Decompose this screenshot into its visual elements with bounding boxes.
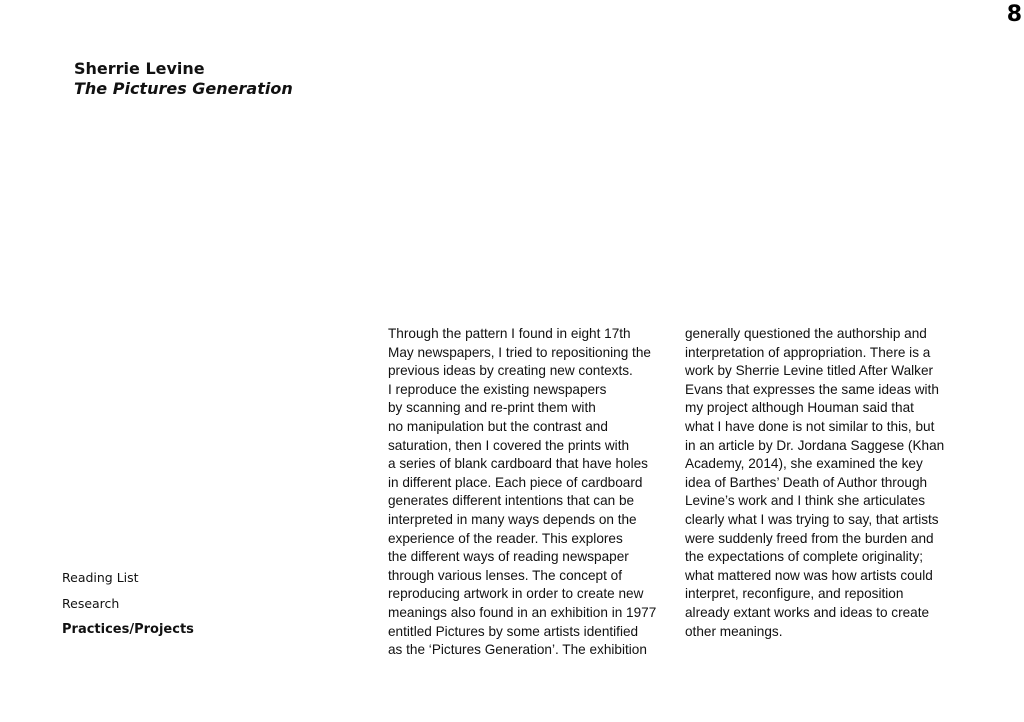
body-text-line: idea of Barthes’ Death of Author through bbox=[685, 474, 928, 490]
body-text-line: experience of the reader. This explores bbox=[388, 530, 623, 546]
page-subtitle: The Pictures Generation bbox=[74, 79, 293, 98]
body-text-line: generally questioned the authorship and bbox=[685, 326, 927, 341]
body-text-line: by scanning and re-print them with bbox=[388, 400, 596, 416]
body-text-line: entitled Pictures by some artists identified bbox=[388, 623, 639, 639]
body-text-line: Levine’s work and I think she articulates bbox=[685, 493, 926, 509]
artist-name: Sherrie Levine bbox=[74, 59, 205, 78]
nav-item-research[interactable]: Research bbox=[62, 596, 120, 611]
body-text-line: a series of blank cardboard that have holes bbox=[388, 456, 648, 472]
body-text-line: in different place. Each piece of cardboard bbox=[388, 474, 643, 490]
body-text-line: what mattered now was how artists could bbox=[685, 567, 933, 583]
body-text-line: the expectations of complete originality; bbox=[685, 549, 924, 565]
page-header bbox=[74, 59, 293, 99]
section-nav bbox=[62, 569, 194, 647]
body-text-line: the different ways of reading newspaper bbox=[388, 549, 629, 565]
body-text-line: reproducing artwork in order to create new bbox=[388, 586, 644, 602]
body-text-line: already extant works and ideas to create bbox=[685, 604, 930, 620]
body-text-line: meanings also found in an exhibition in 1977 bbox=[388, 604, 657, 620]
body-text-line: previous ideas by creating new contexts. bbox=[388, 363, 633, 379]
body-text-line: other meanings. bbox=[685, 623, 783, 639]
body-text-line: my project although Houman said that bbox=[685, 400, 914, 416]
body-text-line: generates different intentions that can be bbox=[388, 493, 635, 509]
nav-item-reading-list[interactable]: Reading List bbox=[62, 570, 139, 585]
body-text-line: no manipulation but the contrast and bbox=[388, 418, 608, 434]
body-text-line: in an article by Dr. Jordana Saggese (Khan bbox=[685, 437, 945, 453]
body-text-line: interpretation of appropriation. There is a bbox=[685, 344, 931, 360]
body-text-line: saturation, then I covered the prints with bbox=[388, 437, 630, 453]
body-text-line: what I have done is not similar to this, but bbox=[685, 418, 935, 434]
body-text-column-1 bbox=[388, 325, 673, 660]
body-text-line: I reproduce the existing newspapers bbox=[388, 381, 607, 397]
body-text-column-2 bbox=[685, 325, 970, 641]
body-text-line: work by Sherrie Levine titled After Walker bbox=[685, 363, 934, 379]
body-text-line: Evans that expresses the same ideas with bbox=[685, 381, 939, 397]
body-text-line: as the ‘Pictures Generation’. The exhibition bbox=[388, 642, 647, 658]
body-text-line: through various lenses. The concept of bbox=[388, 567, 623, 583]
body-text-line: May newspapers, I tried to repositioning the bbox=[388, 344, 651, 360]
body-text-line: interpreted in many ways depends on the bbox=[388, 511, 637, 527]
body-text-line: Through the pattern I found in eight 17th bbox=[388, 326, 631, 341]
body-text-line: clearly what I was trying to say, that artists bbox=[685, 511, 939, 527]
body-text-line: interpret, reconfigure, and reposition bbox=[685, 586, 904, 602]
body-text-line: Academy, 2014), she examined the key bbox=[685, 456, 923, 472]
nav-item-practices-projects[interactable]: Practices/Projects bbox=[62, 622, 194, 637]
page-number: 8 bbox=[1006, 2, 1022, 27]
body-text-line: were suddenly freed from the burden and bbox=[685, 530, 934, 546]
